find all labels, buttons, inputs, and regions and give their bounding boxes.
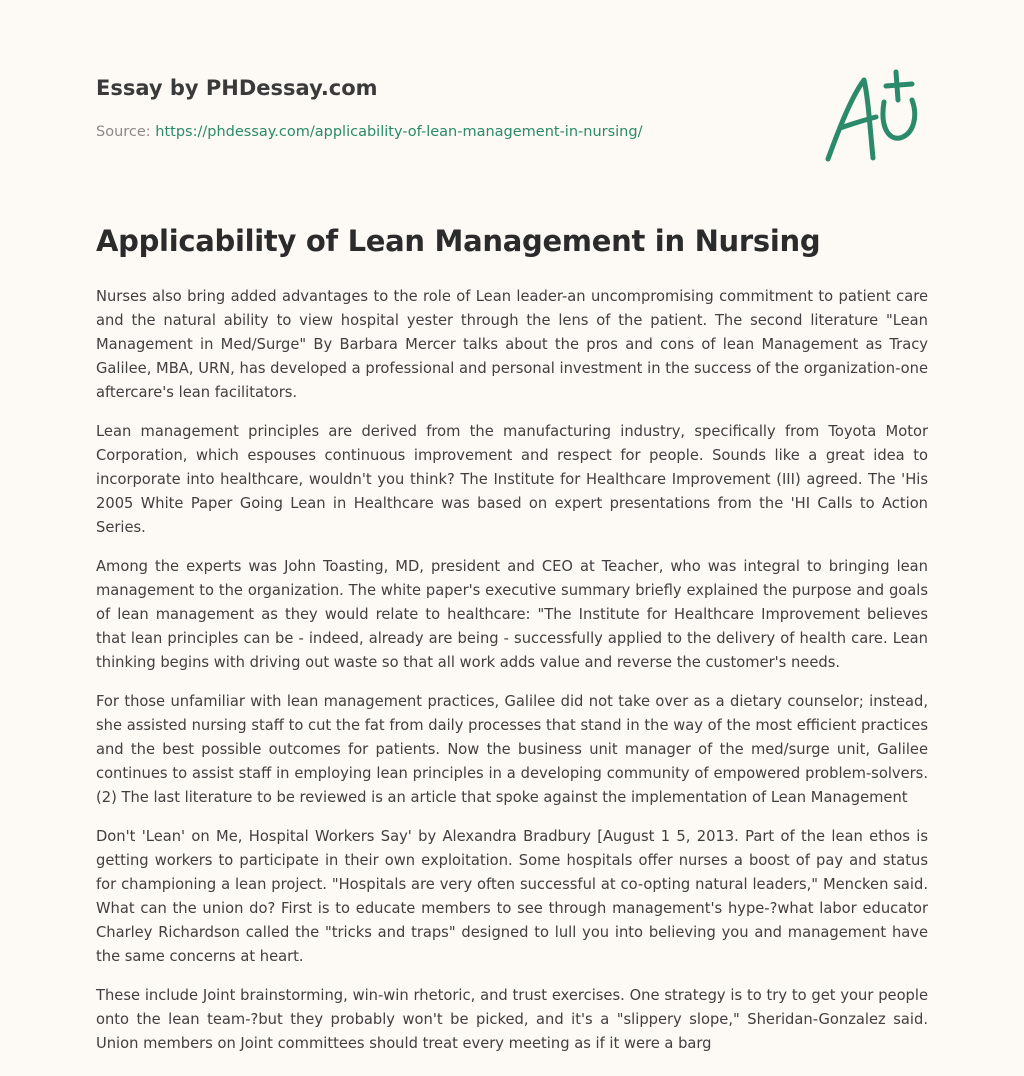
essay-body (96, 285, 928, 1071)
essay-title: Applicability of Lean Management in Nursing (96, 224, 821, 258)
essay-paragraph: These include Joint brainstorming, win-win rhetoric, and trust exercises. One strategy is to try to get your people onto the lean team-?but they probably won't be picked, and it's a "slippery slope," Sheridan-Gonzalez said. Union members on Joint committees should treat every meeting as if it were a barg (96, 987, 928, 1052)
a-plus-logo-icon (818, 66, 930, 166)
essay-paragraph: Nurses also bring added advantages to the role of Lean leader-an uncompromising commitment to patient care and the natural ability to view hospital yester through the lens of the patient. The second literature "Lean Management in Med/Surge" By Barbara Mercer talks about the pros and cons of lean Management as Tracy Galilee, MBA, URN, has developed a professional and personal investment in the success of the organization-one aftercare's lean facilitators. (96, 288, 928, 401)
site-title: Essay by PHDessay.com (96, 76, 378, 100)
essay-paragraph: Among the experts was John Toasting, MD, president and CEO at Teacher, who was integral to bringing lean management to the organization. The white paper's executive summary briefly explained the purpose and goals of lean management as they would relate to healthcare: "The Institute for Healthcare Improvement believes that lean principles can be - indeed, already are being - successfully applied to the delivery of health care. Lean thinking begins with driving out waste so that all work adds value and reverse the customer's needs. (96, 558, 928, 671)
source-line (96, 124, 642, 140)
essay-paragraph: Don't 'Lean' on Me, Hospital Workers Say' by Alexandra Bradbury [August 1 5, 2013. Part of the lean ethos is getting workers to participate in their own exploitation. Some hospitals offer nurses a boost of pay and status for championing a lean project. "Hospitals are very often successful at co-opting natural leaders," Mencken said. What can the union do? First is to educate members to see through management's hype-?what labor educator Charley Richardson called the "tricks and traps" designed to lull you into believing you and management have the same concerns at heart. (96, 828, 928, 965)
essay-paragraph: For those unfamiliar with lean management practices, Galilee did not take over as a dietary counselor; instead, she assisted nursing staff to cut the fat from daily processes that stand in the way of the most efficient practices and the best possible outcomes for patients. Now the business unit manager of the med/surge unit, Galilee continues to assist staff in employing lean principles in a developing community of empowered problem-solvers. (2) The last literature to be reviewed is an article that spoke against the implementation of Lean Management (96, 693, 928, 806)
source-label: Source: (96, 124, 156, 140)
essay-paragraph: Lean management principles are derived from the manufacturing industry, specifically from Toyota Motor Corporation, which espouses continuous improvement and respect for people. Sounds like a great idea to incorporate into healthcare, wouldn't you think? The Institute for Healthcare Improvement (III) agreed. The 'His 2005 White Paper Going Lean in Healthcare was based on expert presentations from the 'HI Calls to Action Series. (96, 423, 928, 536)
source-link[interactable]: https://phdessay.com/applicability-of-lean-management-in-nursing/ (155, 124, 643, 140)
